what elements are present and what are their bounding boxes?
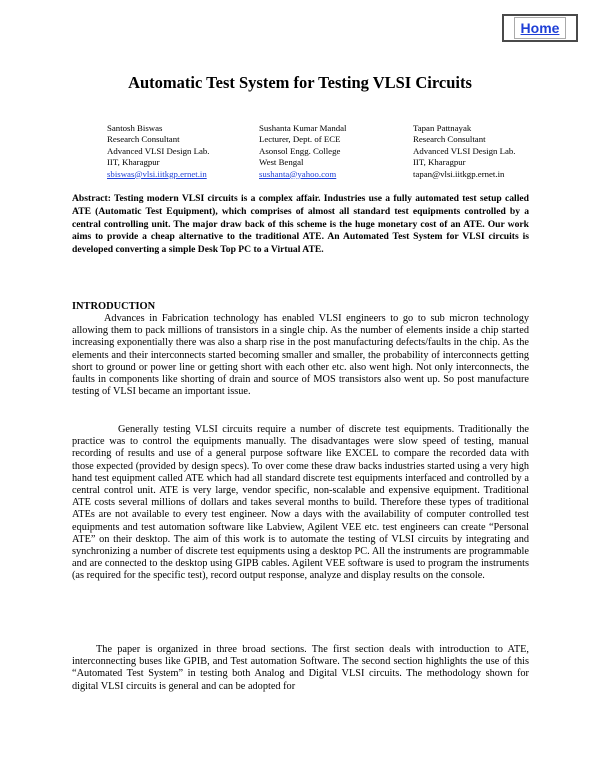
intro-paragraph-2: Generally testing VLSI circuits require a number of discrete test equipments. Traditionally the practice was to control the equipments manually. The disadvantages were slow speed of testing, manual recording of results and use of a general purpose software like EXCEL to compare the recorded data with those expected (provided by design specs). To over come these draw backs industries started using a very high hand test equipment called ATE which had all standard discrete test equipments interfaced and controlled by a central control unit. ATE is very large, vendor specific, non-scalable and expensive equipment. Traditional ATE costs several millions of dollars and takes several months to build. Therefore these types of traditional ATEs are not available to every test engineer. Now a days with the availability of computer controlled test equipments and test automation software like Labview, Agilent VEE etc. test engineers can create “Personal ATE” on their desktop. The aim of this work is to automate the testing of VLSI circuits by integrating and synchronizing a number of discrete test equipments using a desktop PC. All the instruments are programmable and are connected to the desktop using GIPB cables. Agilent VEE software is used to program the instruments (as required for the specific test), record output response, analyze and display results on the console. <box>72 424 529 582</box>
intro-paragraph-3: The paper is organized in three broad sections. The first section deals with introduction to ATE, interconnecting buses like GPIB, and Test automation Software. The second section highlights the use of this “Automated Test System” in testing both Analog and Digital VLSI circuits. The methodology shown for digital VLSI circuits is general and can be adopted for <box>72 644 529 692</box>
author-name: Sushanta Kumar Mandal <box>259 123 347 133</box>
author-block-2 <box>259 123 346 180</box>
author-block-1 <box>107 123 209 180</box>
author-position: Research Consultant <box>413 134 486 145</box>
home-link[interactable]: Home <box>514 17 567 39</box>
author-affiliation: Advanced VLSI Design Lab. <box>107 145 210 156</box>
author-affiliation: Asonsol Engg. College <box>259 145 341 156</box>
abstract: Abstract: Testing modern VLSI circuits is a complex affair. Industries use a fully automated test setup called ATE (Automatic Test Equipment), which comprises of almost all standard test equipments controlled by a central controlling unit. The major draw back of this scheme is the huge monetary cost of an ATE. Our work aims to provide a cheap alternative to the traditional ATE. An Automated Test System for VLSI circuits is developed converting a simple Desk Top PC to a Virtual ATE. <box>72 193 529 256</box>
author-name: Tapan Pattnayak <box>413 123 472 133</box>
intro-paragraph-1: Advances in Fabrication technology has enabled VLSI engineers to go to sub micron technology allowing them to pack millions of transistors in a single chip. As the number of elements inside a chip started increasing exponentially there was also a sharp rise in the post manufacturing defects/faults in the chip. As the elements and their interconnects started becoming smaller and smaller, the probability of interconnects getting short to ground or power line or getting short with each other etc. also went high. Not only interconnects, the faults in components like shorting of drain and source of MOS transistors also went up. So post manufacture testing of VLSI became an important issue. <box>72 313 529 398</box>
author-location: West Bengal <box>259 157 304 168</box>
home-button[interactable] <box>502 14 578 42</box>
author-email-link[interactable]: sbiswas@vlsi.iitkgp.ernet.in <box>107 168 207 179</box>
section-heading: INTRODUCTION <box>72 301 156 312</box>
paper-title: Automatic Test System for Testing VLSI Circuits <box>128 73 472 92</box>
author-location: IIT, Kharagpur <box>413 157 466 168</box>
author-position: Lecturer, Dept. of ECE <box>259 134 341 145</box>
author-position: Research Consultant <box>107 134 180 145</box>
author-email-link[interactable]: sushanta@yahoo.com <box>259 168 337 179</box>
author-block-3 <box>413 123 515 180</box>
author-location: IIT, Kharagpur <box>107 157 160 168</box>
author-email: tapan@vlsi.iitkgp.ernet.in <box>413 168 505 179</box>
author-name: Santosh Biswas <box>107 123 163 133</box>
author-affiliation: Advanced VLSI Design Lab. <box>413 145 516 156</box>
